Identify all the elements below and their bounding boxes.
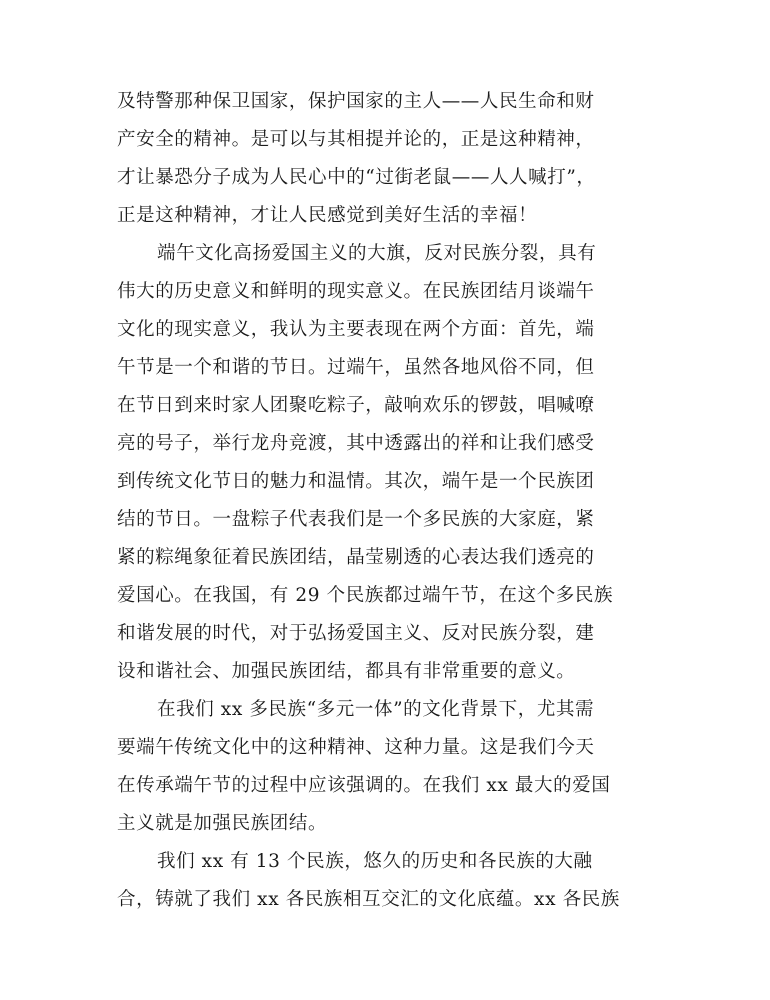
- paragraph-3: [117, 691, 657, 843]
- text-line: 紧的粽绳象征着民族团结，晶莹剔透的心表达我们透亮的: [117, 547, 595, 568]
- text-line: 结的节日。一盘粽子代表我们是一个多民族的大家庭，紧: [117, 509, 595, 530]
- text-line: 伟大的历史意义和鲜明的现实意义。在民族团结月谈端午: [117, 281, 595, 302]
- text-line: 要端午传统文化中的这种精神、这种力量。这是我们今天: [117, 737, 595, 758]
- text-line: 到传统文化节日的魅力和温情。其次，端午是一个民族团: [117, 471, 595, 492]
- paragraph-4: [117, 843, 657, 919]
- text-line: 端午文化高扬爱国主义的大旗，反对民族分裂，具有: [157, 243, 597, 264]
- text-line: 正是这种精神，才让人民感觉到美好生活的幸福！: [117, 205, 538, 226]
- text-line: 文化的现实意义，我认为主要表现在两个方面：首先，端: [117, 319, 595, 340]
- text-line: 爱国心。在我国，有 29 个民族都过端午节，在这个多民族: [117, 585, 614, 606]
- paragraph-2: [117, 235, 657, 691]
- text-line: 在传承端午节的过程中应该强调的。在我们 xx 最大的爱国: [117, 775, 611, 796]
- text-line: 合，铸就了我们 xx 各民族相互交汇的文化底蕴。xx 各民族: [117, 889, 620, 910]
- document-body: [117, 83, 657, 919]
- text-line: 产安全的精神。是可以与其相提并论的，正是这种精神，: [117, 129, 595, 150]
- text-line: 午节是一个和谐的节日。过端午，虽然各地风俗不同，但: [117, 357, 595, 378]
- text-line: 和谐发展的时代，对于弘扬爱国主义、反对民族分裂，建: [117, 623, 595, 644]
- text-line: 我们 xx 有 13 个民族，悠久的历史和各民族的大融: [157, 851, 593, 872]
- text-line: 在节日到来时家人团聚吃粽子，敲响欢乐的锣鼓，唱喊嘹: [117, 395, 595, 416]
- text-line: 在我们 xx 多民族“多元一体”的文化背景下，尤其需: [157, 699, 595, 720]
- paragraph-1: [117, 83, 657, 235]
- text-line: 主义就是加强民族团结。: [117, 813, 328, 834]
- text-line: 才让暴恐分子成为人民心中的“过街老鼠——人人喊打”，: [117, 167, 596, 188]
- text-line: 设和谐社会、加强民族团结，都具有非常重要的意义。: [117, 661, 576, 682]
- text-line: 及特警那种保卫国家，保护国家的主人——人民生命和财: [117, 91, 595, 112]
- text-line: 亮的号子，举行龙舟竞渡，其中透露出的祥和让我们感受: [117, 433, 595, 454]
